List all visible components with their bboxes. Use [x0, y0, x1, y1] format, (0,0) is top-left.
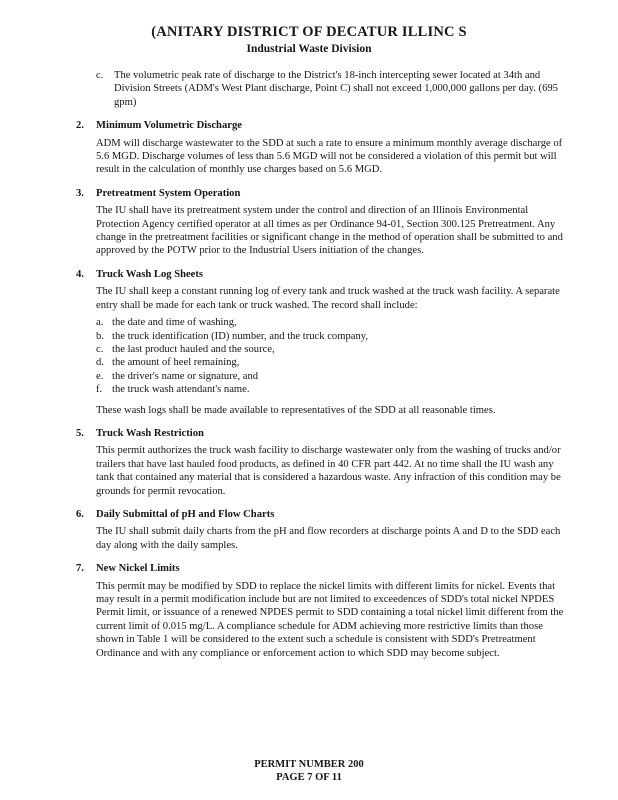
section-heading	[76, 187, 564, 200]
section-number: 4.	[76, 268, 84, 280]
section-heading	[76, 268, 564, 281]
section-heading	[76, 508, 564, 521]
record-list	[96, 316, 564, 396]
list-letter: e.	[96, 370, 104, 382]
list-item	[96, 343, 564, 356]
section-title: New Nickel Limits	[96, 563, 180, 575]
section-note: These wash logs shall be made available to representatives of the SDD at all reasonable times.	[96, 404, 496, 416]
list-text: the date and time of washing,	[112, 317, 237, 329]
section-2	[78, 119, 564, 177]
list-text: the driver's name or signature, and	[112, 370, 259, 382]
list-letter: a.	[96, 317, 104, 329]
section-text: This permit authorizes the truck wash facility to discharge wastewater only from the washing of trucks and/or trailers that have last hauled food products, as defined in 40 CFR part 442. At no time shall the IU wash any tank that contained any material that is considered a hazardous waste. Any infraction of this condition may be grounds for permit revocation.	[96, 445, 561, 497]
list-letter: d.	[96, 357, 104, 369]
list-item	[96, 356, 564, 369]
section-3	[78, 187, 564, 258]
section-text: The IU shall have its pretreatment system under the control and direction of an Illinois Environmental Protection Agency certified operator at all times as per Ordinance 94-01, Section 300.125 Pretreatment. Any change in the pretreatment facilities or significant change in the method of operation shall be submitted to and approved by the POTW prior to the Industrial Users initiation of the changes.	[96, 205, 563, 257]
section-4	[78, 268, 564, 417]
intro-text: The volumetric peak rate of discharge to the District's 18-inch intercepting sewer located at 34th and Division Streets (ADM's West Plant discharge, Point C) shall not exceed 1,000,000 gallons per day. (695 gpm)	[114, 70, 558, 108]
list-item	[96, 330, 564, 343]
section-title: Truck Wash Log Sheets	[96, 268, 204, 280]
document-body	[78, 69, 564, 660]
list-letter: c.	[96, 343, 104, 355]
list-text: the truck wash attendant's name.	[112, 384, 250, 396]
section-number: 6.	[76, 508, 84, 520]
section-heading	[76, 427, 564, 440]
list-item	[96, 370, 564, 383]
list-letter: f.	[96, 384, 103, 396]
page-number: PAGE 7 OF 11	[276, 772, 342, 783]
section-6	[78, 508, 564, 552]
list-item	[96, 316, 564, 329]
section-heading	[76, 119, 564, 132]
section-5	[78, 427, 564, 498]
section-number: 7.	[76, 563, 84, 575]
section-heading	[76, 562, 564, 575]
document-subtitle: Industrial Waste Division	[246, 43, 372, 55]
section-number: 5.	[76, 427, 84, 439]
section-title: Pretreatment System Operation	[96, 187, 241, 199]
list-text: the last product hauled and the source,	[112, 343, 275, 355]
section-number: 3.	[76, 187, 84, 199]
section-text: The IU shall submit daily charts from the pH and flow recorders at discharge points A and D to the SDD each day along with the daily samples.	[96, 526, 561, 551]
intro-paragraph	[96, 69, 564, 109]
section-number: 2.	[76, 120, 84, 132]
list-item	[96, 383, 564, 396]
permit-number: PERMIT NUMBER 200	[254, 759, 364, 770]
section-text: The IU shall keep a constant running log of every tank and truck washed at the truck wash facility. A separate entry shall be made for each tank or truck washed. The record shall include:	[96, 286, 560, 311]
list-text: the truck identification (ID) number, and the truck company,	[112, 330, 368, 342]
list-letter: b.	[96, 330, 104, 342]
section-text: ADM will discharge wastewater to the SDD at such a rate to ensure a minimum monthly average discharge of 5.6 MGD. Discharge volumes of less than 5.6 MGD will not be considered a violation of this permit but will result in the calculation of monthly use charges based on 5.6 MGD.	[96, 137, 563, 176]
section-7	[78, 562, 564, 660]
section-title: Truck Wash Restriction	[96, 427, 204, 439]
intro-letter: c.	[96, 70, 104, 81]
document-title: (ANITARY DISTRICT OF DECATUR ILLINC S	[151, 24, 467, 40]
section-title: Minimum Volumetric Discharge	[96, 120, 242, 132]
list-text: the amount of heel remaining,	[112, 357, 240, 369]
section-title: Daily Submittal of pH and Flow Charts	[96, 508, 275, 520]
section-text: This permit may be modified by SDD to replace the nickel limits with different limits for nickel. Events that may result in a permit modification include but are not limited to exceedences of SDD's total nickel NPDES Permit limit, or issuance of a renewed NPDES permit to SDD containing a total nickel limit different from the current limit of 0.015 mg/L. A compliance schedule for ADM achieving more restrictive limits than those shown in Table 1 will be considered to the extent such a schedule is consistent with SDD's Pretreatment Ordinance and with any compliance or enforcement action to which SDD may become subject.	[96, 580, 564, 659]
